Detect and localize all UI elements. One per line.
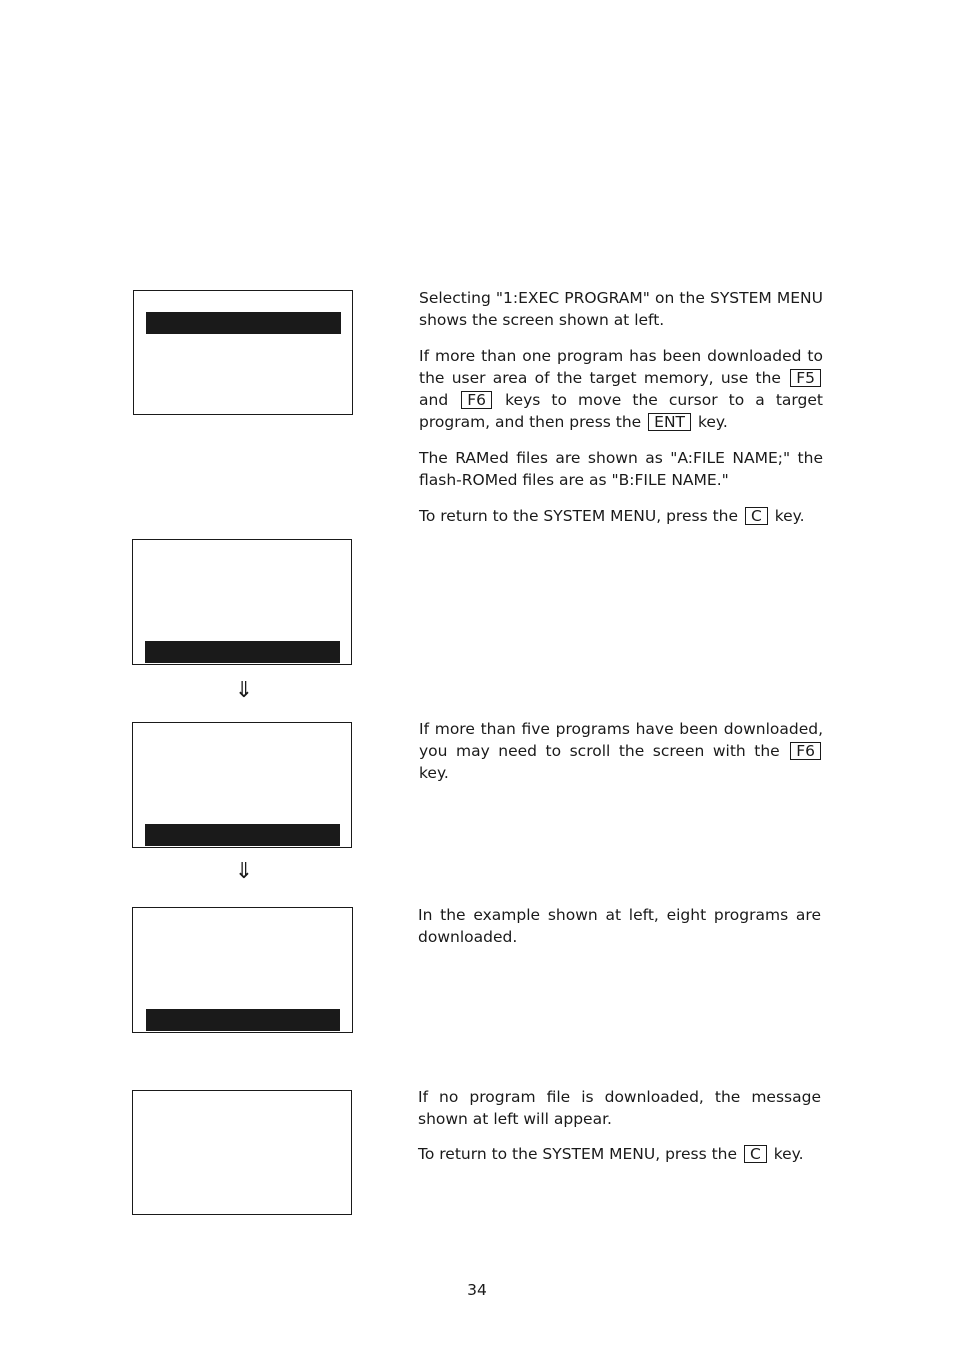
paragraph-text: If no program file is downloaded, the message shown at left will appear. bbox=[418, 1088, 821, 1128]
paragraph-text: key. bbox=[774, 507, 805, 525]
instruction-paragraph bbox=[419, 287, 823, 331]
key-c: C bbox=[744, 1145, 767, 1163]
down-arrow-icon: ⇓ bbox=[234, 859, 254, 884]
instruction-paragraph bbox=[418, 1143, 821, 1165]
paragraph-text: key. bbox=[419, 764, 449, 782]
cursor-bar bbox=[145, 824, 340, 846]
paragraph-text: To return to the SYSTEM MENU, press the bbox=[418, 1145, 738, 1163]
key-c: C bbox=[745, 507, 768, 525]
paragraph-text: In the example shown at left, eight programs are downloaded. bbox=[418, 906, 821, 946]
paragraph-text: keys to move the cursor to a target program, and then press the bbox=[419, 391, 823, 431]
instruction-paragraph bbox=[419, 718, 823, 784]
paragraph-text: If more than one program has been downloaded to the user area of the target memory, use the bbox=[419, 347, 823, 387]
paragraph-text: If more than five programs have been downloaded, you may need to scroll the screen with the bbox=[419, 720, 823, 760]
down-arrow-icon: ⇓ bbox=[234, 678, 254, 703]
screen-program-list-2 bbox=[132, 722, 352, 848]
screen-program-list-3 bbox=[132, 907, 353, 1033]
screen-exec-program bbox=[133, 290, 353, 415]
instruction-paragraph bbox=[418, 904, 821, 948]
instruction-paragraph bbox=[419, 345, 823, 433]
cursor-bar bbox=[146, 312, 341, 334]
key-f6: F6 bbox=[790, 742, 821, 760]
instruction-paragraph bbox=[418, 1086, 821, 1130]
paragraph-text: The RAMed files are shown as "A:FILE NAME;" the flash-ROMed files are as "B:FILE NAME." bbox=[419, 449, 823, 489]
paragraph-text: key. bbox=[697, 413, 728, 431]
page-number: 34 bbox=[467, 1281, 487, 1299]
cursor-bar bbox=[146, 1009, 340, 1031]
paragraph-text: and bbox=[419, 391, 449, 409]
paragraph-text: To return to the SYSTEM MENU, press the bbox=[419, 507, 739, 525]
instruction-paragraph bbox=[419, 505, 823, 527]
key-f5: F5 bbox=[790, 369, 821, 387]
paragraph-text: Selecting "1:EXEC PROGRAM" on the SYSTEM MENU shows the screen shown at left. bbox=[419, 289, 823, 329]
instruction-paragraph bbox=[419, 447, 823, 491]
key-ent: ENT bbox=[648, 413, 691, 431]
key-f6: F6 bbox=[461, 391, 492, 409]
cursor-bar bbox=[145, 641, 340, 663]
screen-program-list-1 bbox=[132, 539, 352, 665]
paragraph-text: key. bbox=[773, 1145, 804, 1163]
screen-no-program bbox=[132, 1090, 352, 1215]
